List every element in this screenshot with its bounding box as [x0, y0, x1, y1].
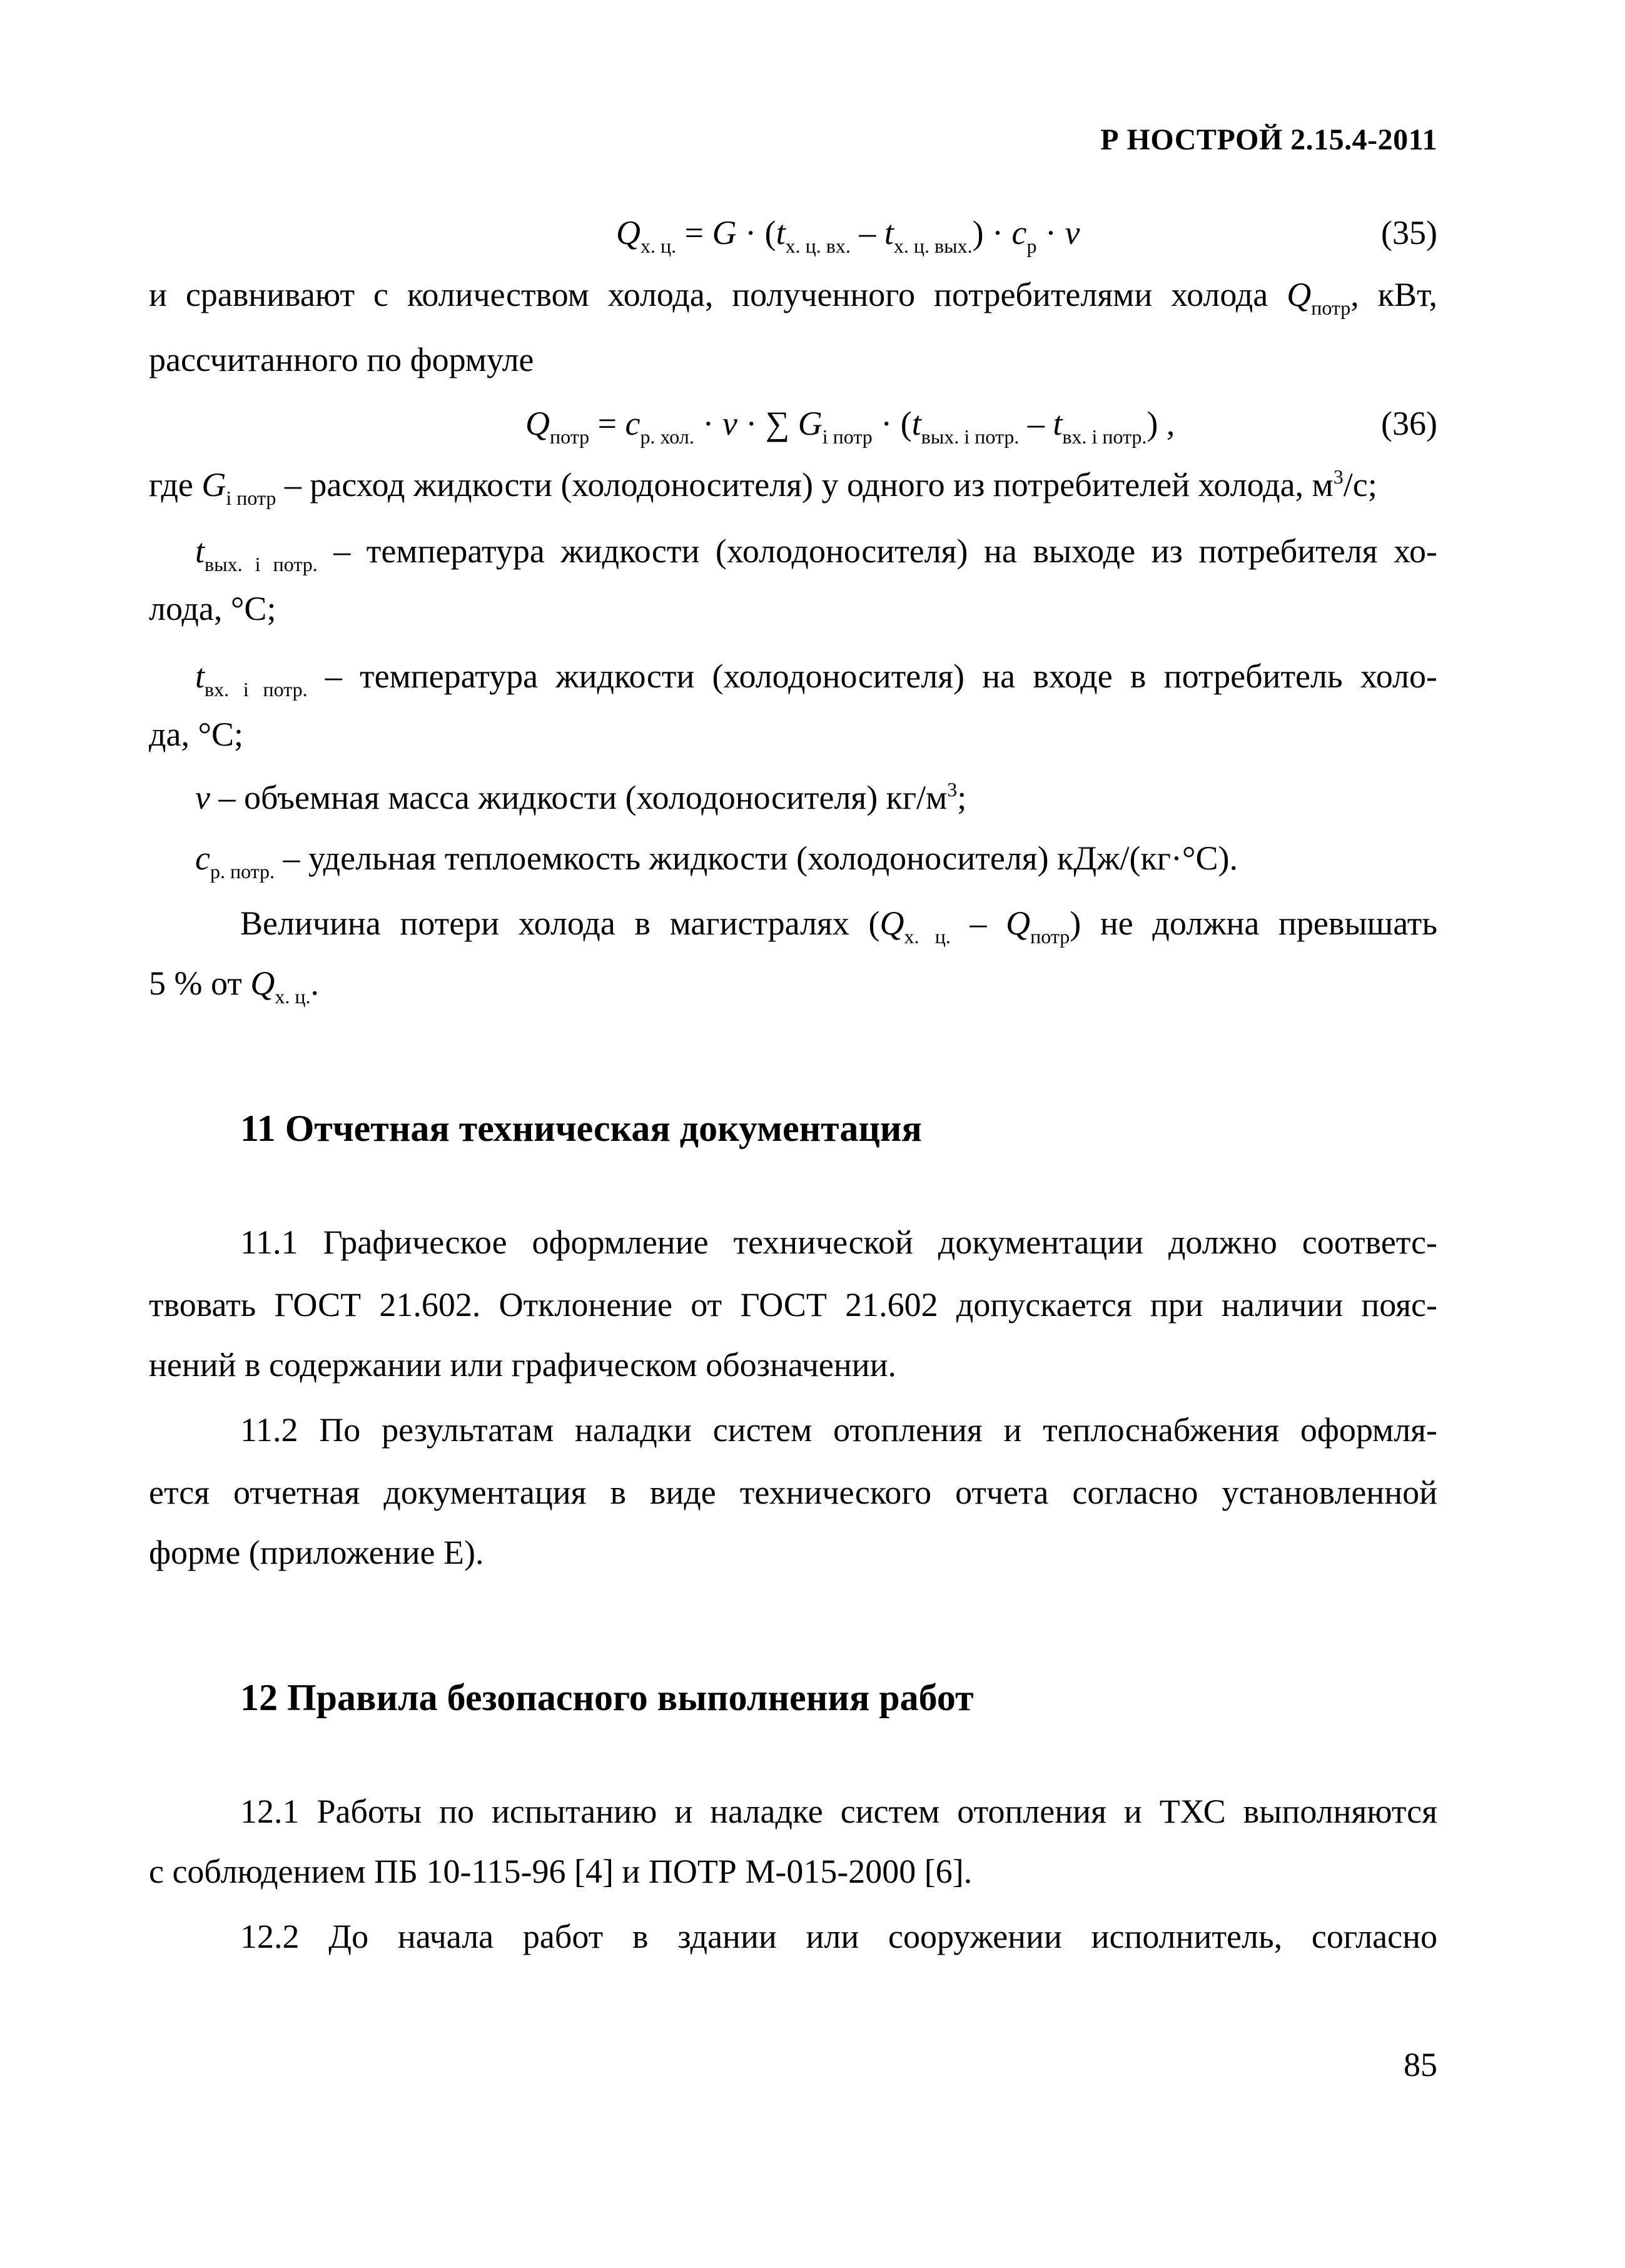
text-line: да, °С;: [149, 716, 244, 753]
formula-text: ) ,: [1147, 405, 1175, 442]
loss-line-2: [149, 964, 319, 1008]
text-line: рассчитанного по формуле: [149, 341, 534, 378]
formula-subscript: i потр: [822, 425, 873, 448]
definition-g: [149, 465, 1377, 509]
formula-subscript: вх. i потр.: [1062, 425, 1147, 448]
text-span: Величина потери холода в магистралях (: [240, 904, 880, 942]
text-line: 11.2 По результатам наладки систем отопления и теплоснабжения оформля-: [240, 1411, 1437, 1449]
text-span: –: [950, 904, 1006, 942]
formula-symbol: t: [884, 214, 894, 251]
formula-subscript: х. ц. вх.: [785, 235, 851, 257]
text-span: .: [310, 964, 319, 1002]
formula-subscript: вых. i потр.: [205, 553, 318, 575]
page-number: 85: [1404, 2046, 1437, 2083]
text-line: [149, 275, 1437, 319]
equation-number-35: (35): [1381, 214, 1437, 251]
formula-text: =: [676, 214, 712, 251]
formula-symbol: Q: [250, 964, 275, 1002]
formula-symbol: t: [776, 214, 786, 251]
formula-symbol: t: [195, 657, 205, 695]
formula-subscript: потр: [1311, 296, 1351, 319]
formula-symbol: v: [1065, 214, 1080, 251]
text-span: – расход жидкости (холодоносителя) у одного из потребителей холода, м: [276, 466, 1334, 504]
formula-subscript: р. потр.: [210, 860, 275, 883]
formula-symbol: t: [195, 532, 205, 570]
formula-symbol: Q: [525, 405, 550, 442]
formula-subscript: i потр: [226, 487, 276, 509]
equation-number-36: (36): [1381, 405, 1437, 442]
definition-t-in: [195, 657, 1437, 701]
formula-text: –: [1019, 405, 1053, 442]
formula-symbol: Q: [1287, 276, 1312, 313]
formula-subscript: р: [1026, 235, 1037, 257]
superscript: 3: [947, 778, 958, 801]
formula-symbol: Q: [616, 214, 640, 251]
formula-text: –: [850, 214, 884, 251]
section-heading-11: 11 Отчетная техническая документация: [240, 1108, 922, 1149]
text-span: , кВт,: [1350, 276, 1437, 313]
formula-symbol: Q: [879, 904, 904, 942]
text-line: нений в содержании или графическом обозначении.: [149, 1346, 897, 1384]
definition-t-out: [195, 532, 1437, 575]
formula-symbol: c: [195, 839, 210, 877]
text-span: ) не должна превышать: [1070, 904, 1437, 942]
text-span: 5 % от: [149, 964, 251, 1002]
text-line: лода, °С;: [149, 590, 276, 627]
formula-symbol: G: [797, 405, 823, 442]
document-code: Р НОСТРОЙ 2.15.4-2011: [1100, 123, 1437, 156]
formula-subscript: х. ц.: [275, 985, 311, 1008]
text-span: – температура жидкости (холодоносителя) на входе в потребитель холо-: [307, 657, 1437, 695]
superscript: 3: [1333, 465, 1344, 488]
text-line: 12.2 До начала работ в здании или сооружении исполнитель, согласно: [240, 1918, 1437, 1955]
formula-subscript: вх. i потр.: [205, 678, 308, 701]
formula-subscript: х. ц.: [904, 925, 951, 948]
formula-symbol: Q: [1006, 904, 1031, 942]
formula-35: [616, 214, 1080, 257]
text-span: и сравнивают с количеством холода, полученного потребителями холода: [149, 276, 1287, 313]
formula-symbol: c: [625, 405, 640, 442]
text-span: ;: [957, 779, 967, 816]
definition-v: [195, 778, 967, 816]
formula-subscript: вых. i потр.: [921, 425, 1020, 448]
text-line: ется отчетная документация в виде технического отчета согласно установленной: [149, 1474, 1437, 1511]
loss-line-1: [240, 904, 1437, 948]
formula-text: ·: [1036, 214, 1065, 251]
text-line: форме (приложение Е).: [149, 1534, 484, 1571]
formula-subscript: потр: [550, 425, 590, 448]
definition-c: [195, 839, 1238, 883]
formula-subscript: потр: [1030, 925, 1070, 948]
text-span: – объемная масса жидкости (холодоносителя) кг/м: [210, 779, 948, 816]
formula-text: ·: [694, 405, 722, 442]
text-span: /с;: [1343, 466, 1377, 504]
formula-text: · (: [872, 405, 912, 442]
text-line: твовать ГОСТ 21.602. Отклонение от ГОСТ 21.602 допускается при наличии пояс-: [149, 1286, 1437, 1324]
formula-symbol: v: [195, 779, 210, 816]
text-span: – температура жидкости (холодоносителя) на выходе из потребителя хо-: [317, 532, 1437, 570]
text-line: с соблюдением ПБ 10-115-96 [4] и ПОТР М-015-2000 [6].: [149, 1853, 973, 1890]
text-span: – удельная теплоемкость жидкости (холодоносителя) кДж/(кг·°С).: [275, 839, 1238, 877]
formula-symbol: t: [1053, 405, 1063, 442]
formula-text: · ∑: [737, 405, 798, 442]
formula-text: ) ·: [972, 214, 1012, 251]
formula-subscript: х. ц.: [640, 235, 677, 257]
formula-36: [525, 405, 1175, 448]
formula-text: =: [589, 405, 625, 442]
text-line: 12.1 Работы по испытанию и наладке систем отопления и ТХС выполняются: [240, 1793, 1437, 1830]
formula-symbol: v: [722, 405, 737, 442]
formula-symbol: G: [712, 214, 737, 251]
text-line: 11.1 Графическое оформление технической документации должно соответс-: [240, 1223, 1437, 1261]
formula-symbol: c: [1011, 214, 1027, 251]
formula-subscript: х. ц. вых.: [893, 235, 973, 257]
formula-symbol: G: [201, 466, 226, 504]
text-span: где: [149, 466, 202, 504]
section-heading-12: 12 Правила безопасного выполнения работ: [240, 1677, 974, 1718]
formula-text: · (: [736, 214, 776, 251]
formula-symbol: t: [911, 405, 921, 442]
formula-subscript: р. хол.: [640, 425, 694, 448]
